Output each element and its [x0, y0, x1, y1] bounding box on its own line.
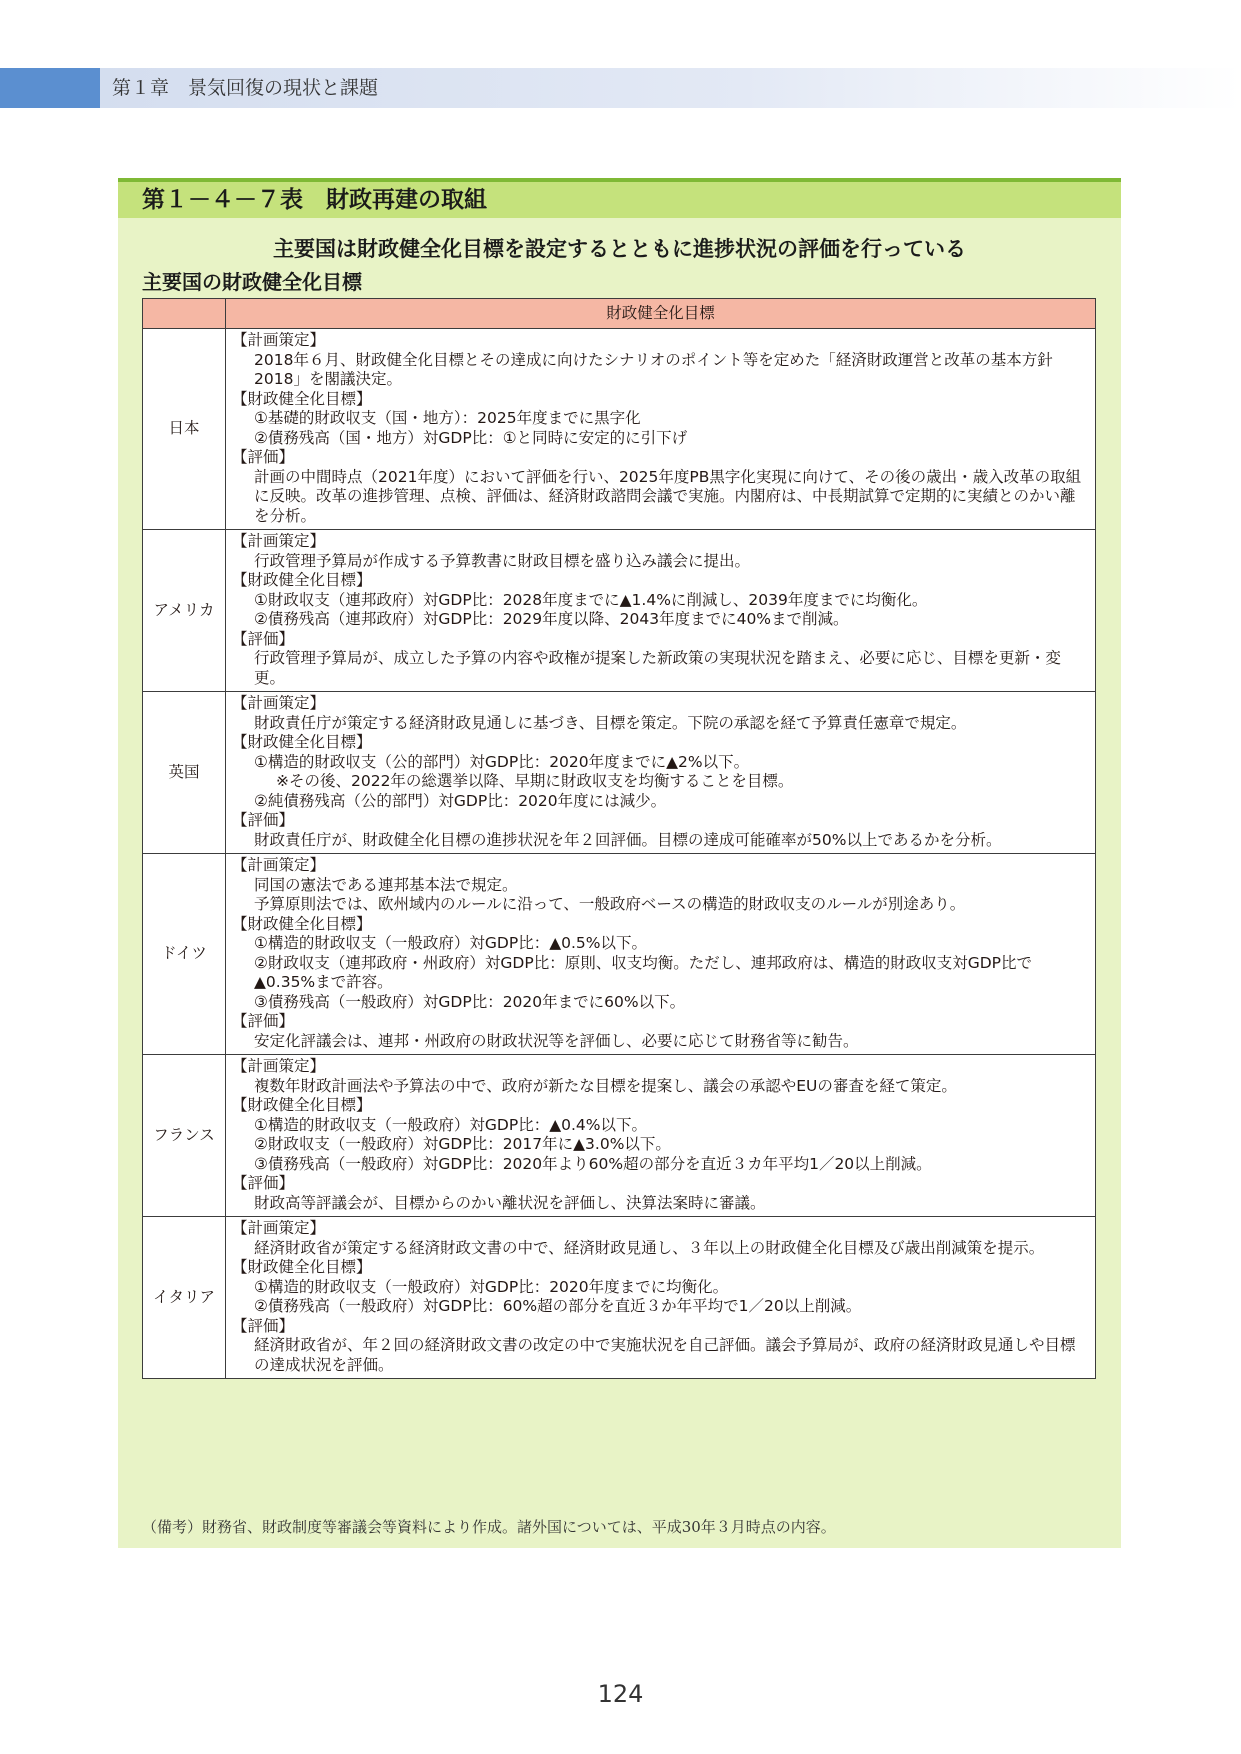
section-label: 【計画策定】 [232, 694, 326, 712]
content-line: ③債務残高（一般政府）対GDP比：2020年より60%超の部分を直近３カ年平均1／20以上削減。 [254, 1154, 932, 1173]
goal-content-cell [226, 692, 1096, 854]
figure-subtitle: 主要国の財政健全化目標 [142, 270, 362, 294]
content-line: ③債務残高（一般政府）対GDP比：2020年までに60%以下。 [254, 992, 686, 1011]
content-line: ※その後、2022年の総選挙以降、早期に財政収支を均衡することを目標。 [276, 772, 794, 790]
country-cell: イタリア [143, 1217, 226, 1379]
content-line: 経済財政省が策定する経済財政文書の中で、経済財政見通し、３年以上の財政健全化目標及び歳出削減策を提示。 [254, 1238, 1045, 1257]
fiscal-goals-table [142, 298, 1096, 1379]
content-line: ②純債務残高（公的部門）対GDP比：2020年度には減少。 [254, 791, 667, 810]
section-label: 【財政健全化目標】 [232, 1096, 372, 1114]
content-line: ①構造的財政収支（一般政府）対GDP比：▲0.5%以下。 [254, 934, 647, 952]
content-line: 複数年財政計画法や予算法の中で、政府が新たな目標を提案し、議会の承認やEUの審査を経て策定。 [254, 1076, 957, 1095]
figure-headline: 主要国は財政健全化目標を設定するとともに進捗状況の評価を行っている [273, 237, 966, 261]
section-label: 【評価】 [232, 1174, 295, 1192]
country-cell: 日本 [143, 329, 226, 530]
content-line: 安定化評議会は、連邦・州政府の財政状況等を評価し、必要に応じて財務省等に勧告。 [254, 1031, 859, 1050]
country-cell: ドイツ [143, 854, 226, 1055]
section-label: 【計画策定】 [232, 1219, 326, 1237]
chapter-color-mark [0, 68, 100, 108]
table-row [143, 1055, 1096, 1217]
section-label: 【財政健全化目標】 [232, 571, 372, 589]
table-body [143, 329, 1096, 1379]
content-line: ②債務残高（一般政府）対GDP比：60%超の部分を直近３か年平均で1／20以上削減。 [254, 1297, 862, 1315]
content-line: 財政高等評議会が、目標からのかい離状況を評価し、決算法案時に審議。 [254, 1193, 766, 1212]
table-row [143, 530, 1096, 692]
content-line: 2018年６月、財政健全化目標とその達成に向けたシナリオのポイント等を定めた「経済財政運営と改革の基本方針2018」を閣議決定。 [254, 350, 1053, 388]
content-line: ②財政収支（一般政府）対GDP比：2017年に▲3.0%以下。 [254, 1135, 671, 1153]
content-line: 経済財政省が、年２回の経済財政文書の改定の中で実施状況を自己評価。議会予算局が、政府の経済財政見通しや目標の達成状況を評価。 [254, 1336, 1076, 1374]
content-line: 行政管理予算局が作成する予算教書に財政目標を盛り込み議会に提出。 [254, 551, 751, 570]
content-line: ①構造的財政収支（一般政府）対GDP比：2020年度までに均衡化。 [254, 1277, 729, 1296]
section-label: 【財政健全化目標】 [232, 733, 372, 751]
section-label: 【評価】 [232, 448, 295, 466]
country-cell: アメリカ [143, 530, 226, 692]
header-blank-cell [143, 299, 226, 329]
section-label: 【計画策定】 [232, 856, 326, 874]
section-label: 【計画策定】 [232, 532, 326, 550]
goal-content-cell [226, 530, 1096, 692]
header-goal-cell: 財政健全化目標 [226, 299, 1096, 329]
section-label: 【財政健全化目標】 [232, 389, 372, 408]
table-row [143, 329, 1096, 530]
section-label: 【評価】 [232, 811, 295, 829]
table-row [143, 692, 1096, 854]
content-line: 財政責任庁が策定する経済財政見通しに基づき、目標を策定。下院の承認を経て予算責任憲章で規定。 [254, 713, 967, 732]
table-row [143, 854, 1096, 1055]
chapter-header-band [0, 68, 1241, 108]
content-line: 同国の憲法である連邦基本法で規定。 [254, 875, 518, 894]
section-label: 【評価】 [232, 1012, 295, 1030]
table-row [143, 1217, 1096, 1379]
chapter-title: 第１章 景気回復の現状と課題 [112, 77, 379, 99]
content-line: ②債務残高（国・地方）対GDP比：①と同時に安定的に引下げ [254, 428, 688, 447]
content-line: ②財政収支（連邦政府・州政府）対GDP比：原則、収支均衡。ただし、連邦政府は、構造的財政収支対GDP比で▲0.35%まで許容。 [254, 953, 1032, 991]
section-label: 【財政健全化目標】 [232, 914, 372, 933]
country-cell: フランス [143, 1055, 226, 1217]
goal-content-cell [226, 854, 1096, 1055]
goal-content-cell [226, 329, 1096, 530]
page-number: 124 [597, 1680, 644, 1708]
content-line: 財政責任庁が、財政健全化目標の進捗状況を年２回評価。目標の達成可能確率が50%以上であるかを分析。 [254, 830, 1002, 849]
figure-title: 第１－４－７表 財政再建の取組 [142, 187, 487, 213]
goal-content-cell [226, 1055, 1096, 1217]
content-line: ①構造的財政収支（公的部門）対GDP比：2020年度までに▲2%以下。 [254, 752, 750, 771]
figure-box [118, 178, 1121, 1548]
content-line: 計画の中間時点（2021年度）において評価を行い、2025年度PB黒字化実現に向けて、その後の歳出・歳入改革の取組に反映。改革の進捗管理、点検、評価は、経済財政諮問会議で実施。内閣府は、中長期試算で定期的に実績とのかい離を分析。 [254, 467, 1082, 525]
content-line: ①基礎的財政収支（国・地方）：2025年度までに黒字化 [254, 409, 641, 427]
country-cell: 英国 [143, 692, 226, 854]
content-line: ②債務残高（連邦政府）対GDP比：2029年度以降、2043年度までに40%まで削減。 [254, 610, 849, 628]
content-line: ①財政収支（連邦政府）対GDP比：2028年度までに▲1.4%に削減し、2039年度までに均衡化。 [254, 590, 928, 609]
section-label: 【財政健全化目標】 [232, 1258, 372, 1276]
content-line: ①構造的財政収支（一般政府）対GDP比：▲0.4%以下。 [254, 1115, 647, 1134]
section-label: 【評価】 [232, 1316, 295, 1335]
source-note: （備考）財務省、財政制度等審議会等資料により作成。諸外国については、平成30年３月時点の内容。 [142, 1518, 836, 1536]
section-label: 【計画策定】 [232, 331, 326, 349]
content-line: 行政管理予算局が、成立した予算の内容や政権が提案した新政策の実現状況を踏まえ、必要に応じ、目標を更新・変更。 [254, 649, 1061, 687]
content-line: 予算原則法では、欧州域内のルールに沿って、一般政府ベースの構造的財政収支のルールが別途あり。 [254, 895, 966, 913]
section-label: 【評価】 [232, 629, 295, 648]
section-label: 【計画策定】 [232, 1057, 326, 1075]
figure-title-bar [118, 178, 1121, 218]
table-header-row [143, 299, 1096, 329]
goal-content-cell [226, 1217, 1096, 1379]
